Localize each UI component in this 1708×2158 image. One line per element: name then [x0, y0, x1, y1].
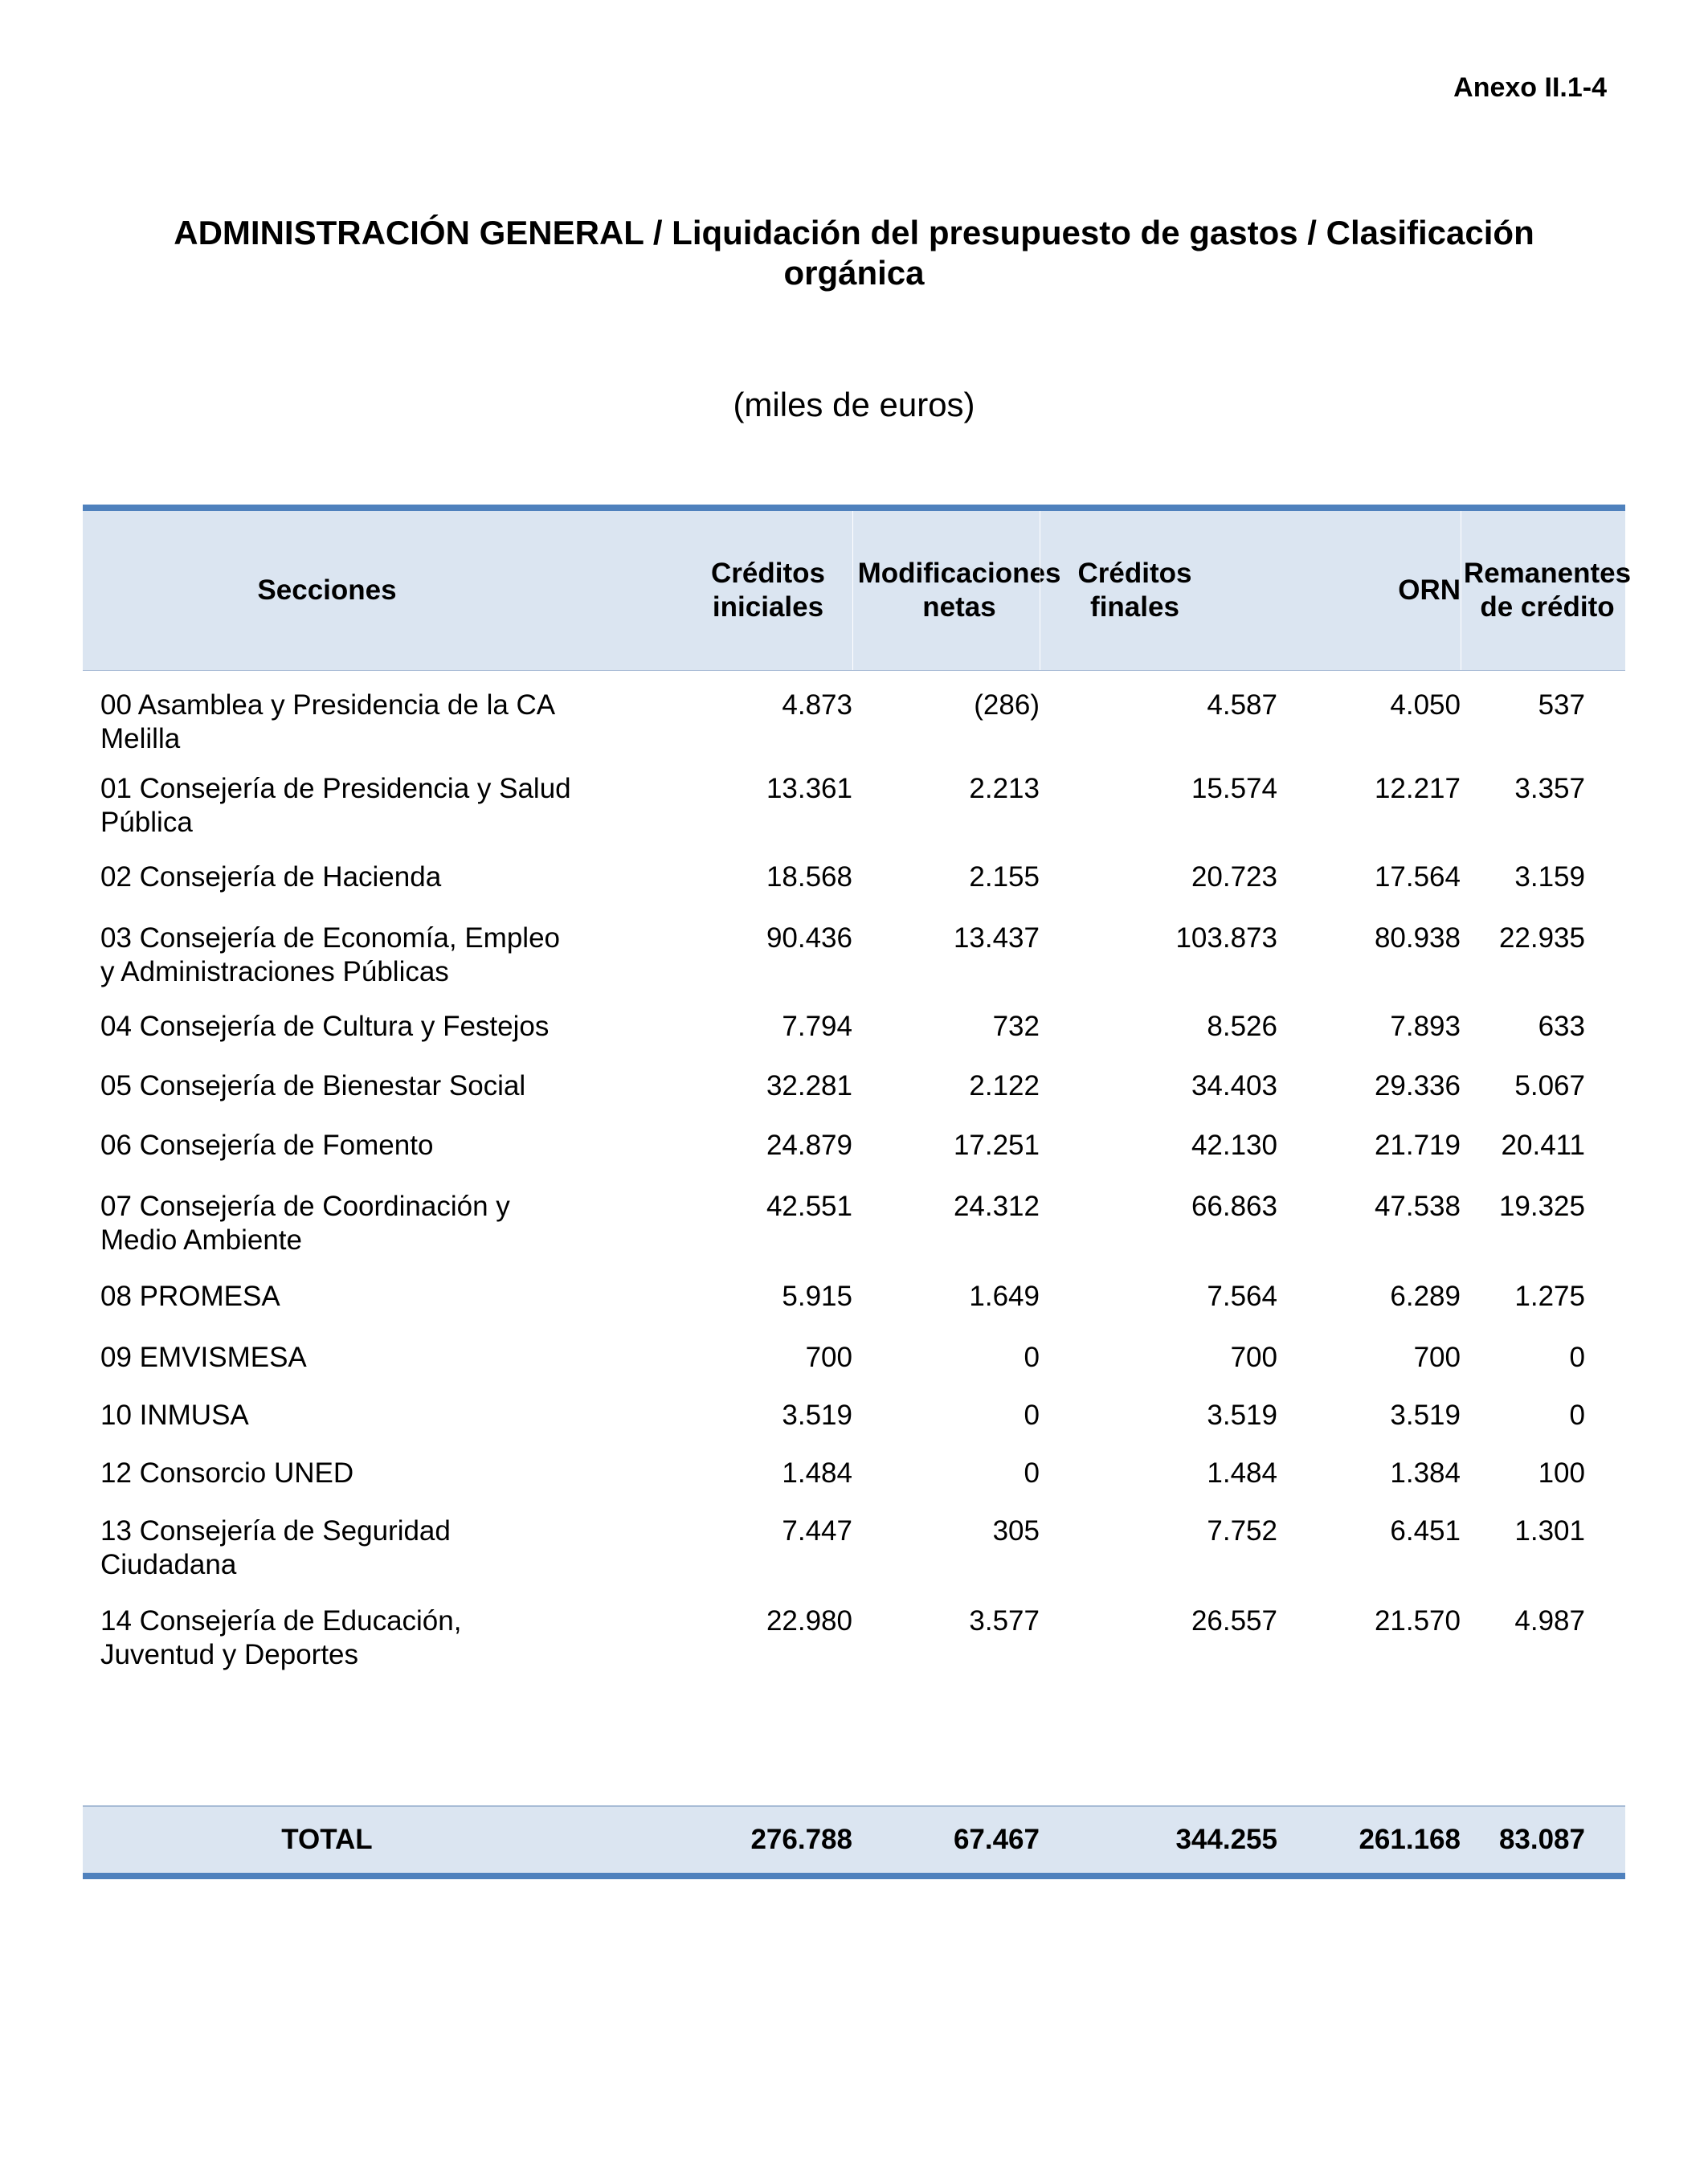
cell-creditos-finales: 66.863 — [1191, 1191, 1277, 1222]
cell-orn: 21.719 — [1374, 1130, 1461, 1161]
cell-creditos-iniciales: 3.519 — [782, 1400, 852, 1431]
cell-modificaciones-netas: 305 — [992, 1515, 1040, 1547]
cell-creditos-iniciales: 90.436 — [766, 922, 852, 954]
cell-seccion: 13 Consejería de Seguridad Ciudadana — [100, 1515, 451, 1580]
cell-remanentes: 633 — [1538, 1011, 1585, 1042]
cell-orn: 47.538 — [1374, 1191, 1461, 1222]
cell-remanentes: 0 — [1569, 1400, 1585, 1431]
cell-seccion: 01 Consejería de Presidencia y Salud Pública — [100, 773, 571, 838]
cell-orn: 21.570 — [1374, 1605, 1461, 1637]
cell-modificaciones-netas: 1.649 — [969, 1281, 1040, 1312]
table-row — [83, 1010, 1625, 1069]
cell-creditos-finales: 1.484 — [1207, 1457, 1277, 1489]
cell-creditos-finales: 700 — [1230, 1342, 1277, 1373]
cell-remanentes: 3.357 — [1514, 773, 1585, 804]
cell-remanentes: 20.411 — [1501, 1130, 1585, 1161]
cell-creditos-iniciales: 42.551 — [766, 1191, 852, 1222]
cell-seccion: 08 PROMESA — [100, 1281, 280, 1312]
cell-creditos-iniciales: 13.361 — [766, 773, 852, 804]
cell-modificaciones-netas: 3.577 — [969, 1605, 1040, 1637]
header-creditos-iniciales: Créditos iniciales — [711, 558, 825, 623]
cell-remanentes: 3.159 — [1514, 861, 1585, 893]
table-row — [83, 1280, 1625, 1341]
annex-label: Anexo II.1-4 — [1453, 72, 1607, 103]
cell-seccion: 12 Consorcio UNED — [100, 1457, 354, 1489]
cell-seccion: 10 INMUSA — [100, 1400, 249, 1431]
cell-orn: 7.893 — [1390, 1011, 1461, 1042]
cell-orn: 4.050 — [1390, 689, 1461, 721]
cell-creditos-iniciales: 22.980 — [766, 1605, 852, 1637]
total-modificaciones-netas: 67.467 — [953, 1824, 1040, 1855]
cell-modificaciones-netas: 24.312 — [953, 1191, 1040, 1222]
cell-seccion: 09 EMVISMESA — [100, 1342, 307, 1373]
header-creditos-finales: Créditos finales — [1040, 511, 1277, 670]
table-row — [83, 860, 1625, 922]
total-creditos-iniciales: 276.788 — [750, 1824, 852, 1855]
cell-creditos-iniciales: 1.484 — [782, 1457, 852, 1489]
cell-creditos-finales: 42.130 — [1191, 1130, 1277, 1161]
cell-modificaciones-netas: 13.437 — [953, 922, 1040, 954]
table-header — [83, 511, 1632, 671]
cell-creditos-iniciales: 5.915 — [782, 1281, 852, 1312]
cell-orn: 80.938 — [1374, 922, 1461, 954]
cell-modificaciones-netas: 0 — [1024, 1457, 1040, 1489]
table-row — [83, 1069, 1625, 1129]
table-row — [83, 1341, 1625, 1399]
page-subtitle: (miles de euros) — [733, 386, 975, 423]
cell-creditos-finales: 20.723 — [1191, 861, 1277, 893]
cell-creditos-iniciales: 24.879 — [766, 1130, 852, 1161]
cell-seccion: 03 Consejería de Economía, Empleo y Administraciones Públicas — [100, 922, 560, 987]
cell-modificaciones-netas: 0 — [1024, 1342, 1040, 1373]
cell-orn: 6.451 — [1390, 1515, 1461, 1547]
cell-orn: 17.564 — [1374, 861, 1461, 893]
cell-remanentes: 19.325 — [1498, 1191, 1585, 1222]
cell-modificaciones-netas: 0 — [1024, 1400, 1040, 1431]
table-row — [83, 1190, 1625, 1280]
cell-creditos-iniciales: 7.794 — [782, 1011, 852, 1042]
total-orn: 261.168 — [1359, 1824, 1461, 1855]
cell-seccion: 00 Asamblea y Presidencia de la CA Melilla — [100, 689, 554, 754]
cell-orn: 6.289 — [1390, 1281, 1461, 1312]
cell-seccion: 05 Consejería de Bienestar Social — [100, 1070, 526, 1101]
table-row — [83, 922, 1625, 1010]
cell-remanentes: 1.301 — [1514, 1515, 1585, 1547]
total-label: TOTAL — [281, 1824, 373, 1855]
cell-creditos-finales: 34.403 — [1191, 1070, 1277, 1101]
header-orn: ORN — [1398, 574, 1461, 606]
cell-remanentes: 4.987 — [1514, 1605, 1585, 1637]
cell-orn: 12.217 — [1374, 773, 1461, 804]
table-row — [83, 772, 1625, 860]
table-top-rule — [83, 505, 1625, 511]
cell-creditos-finales: 15.574 — [1191, 773, 1277, 804]
cell-remanentes: 1.275 — [1514, 1281, 1585, 1312]
cell-modificaciones-netas: 2.122 — [969, 1070, 1040, 1101]
cell-orn: 29.336 — [1374, 1070, 1461, 1101]
cell-seccion: 14 Consejería de Educación, Juventud y Deportes — [100, 1605, 462, 1670]
table-row — [83, 1604, 1625, 1704]
cell-seccion: 06 Consejería de Fomento — [100, 1130, 434, 1161]
table-bottom-rule — [83, 1873, 1625, 1879]
cell-creditos-finales: 26.557 — [1191, 1605, 1277, 1637]
cell-creditos-finales: 103.873 — [1175, 922, 1277, 954]
cell-creditos-finales: 3.519 — [1207, 1400, 1277, 1431]
cell-creditos-iniciales: 7.447 — [782, 1515, 852, 1547]
cell-orn: 1.384 — [1390, 1457, 1461, 1489]
cell-creditos-finales: 8.526 — [1207, 1011, 1277, 1042]
cell-creditos-iniciales: 4.873 — [782, 689, 852, 721]
total-creditos-finales: 344.255 — [1175, 1824, 1277, 1855]
cell-modificaciones-netas: 2.213 — [969, 773, 1040, 804]
cell-creditos-iniciales: 18.568 — [766, 861, 852, 893]
table-row — [83, 1399, 1625, 1457]
page-title: ADMINISTRACIÓN GENERAL / Liquidación del presupuesto de gastos / Clasificación orgánica — [174, 214, 1534, 292]
cell-modificaciones-netas: 2.155 — [969, 861, 1040, 893]
cell-orn: 700 — [1413, 1342, 1461, 1373]
cell-creditos-finales: 7.752 — [1207, 1515, 1277, 1547]
header-secciones: Secciones — [257, 574, 397, 606]
total-remanentes: 83.087 — [1498, 1824, 1585, 1855]
cell-modificaciones-netas: 17.251 — [953, 1130, 1040, 1161]
cell-seccion: 02 Consejería de Hacienda — [100, 861, 442, 893]
cell-remanentes: 5.067 — [1514, 1070, 1585, 1101]
cell-creditos-finales: 7.564 — [1207, 1281, 1277, 1312]
cell-creditos-finales: 4.587 — [1207, 689, 1277, 721]
table-row — [83, 689, 1625, 772]
table-row — [83, 1514, 1625, 1604]
cell-remanentes: 537 — [1538, 689, 1585, 721]
cell-seccion: 07 Consejería de Coordinación y Medio Ambiente — [100, 1191, 510, 1256]
cell-seccion: 04 Consejería de Cultura y Festejos — [100, 1011, 550, 1042]
budget-table — [83, 505, 1632, 1879]
cell-creditos-iniciales: 700 — [805, 1342, 852, 1373]
table-row — [83, 1457, 1625, 1514]
cell-remanentes: 0 — [1569, 1342, 1585, 1373]
cell-orn: 3.519 — [1390, 1400, 1461, 1431]
table-row — [83, 1129, 1625, 1190]
cell-modificaciones-netas: 732 — [992, 1011, 1040, 1042]
table-total-row — [83, 1805, 1625, 1873]
cell-modificaciones-netas: (286) — [974, 689, 1040, 721]
header-remanentes: Remanentes de crédito — [1461, 511, 1625, 670]
cell-remanentes: 100 — [1538, 1457, 1585, 1489]
header-modificaciones-netas: Modificaciones netas — [852, 511, 1040, 670]
cell-creditos-iniciales: 32.281 — [766, 1070, 852, 1101]
cell-remanentes: 22.935 — [1498, 922, 1585, 954]
table-body — [83, 671, 1625, 1805]
